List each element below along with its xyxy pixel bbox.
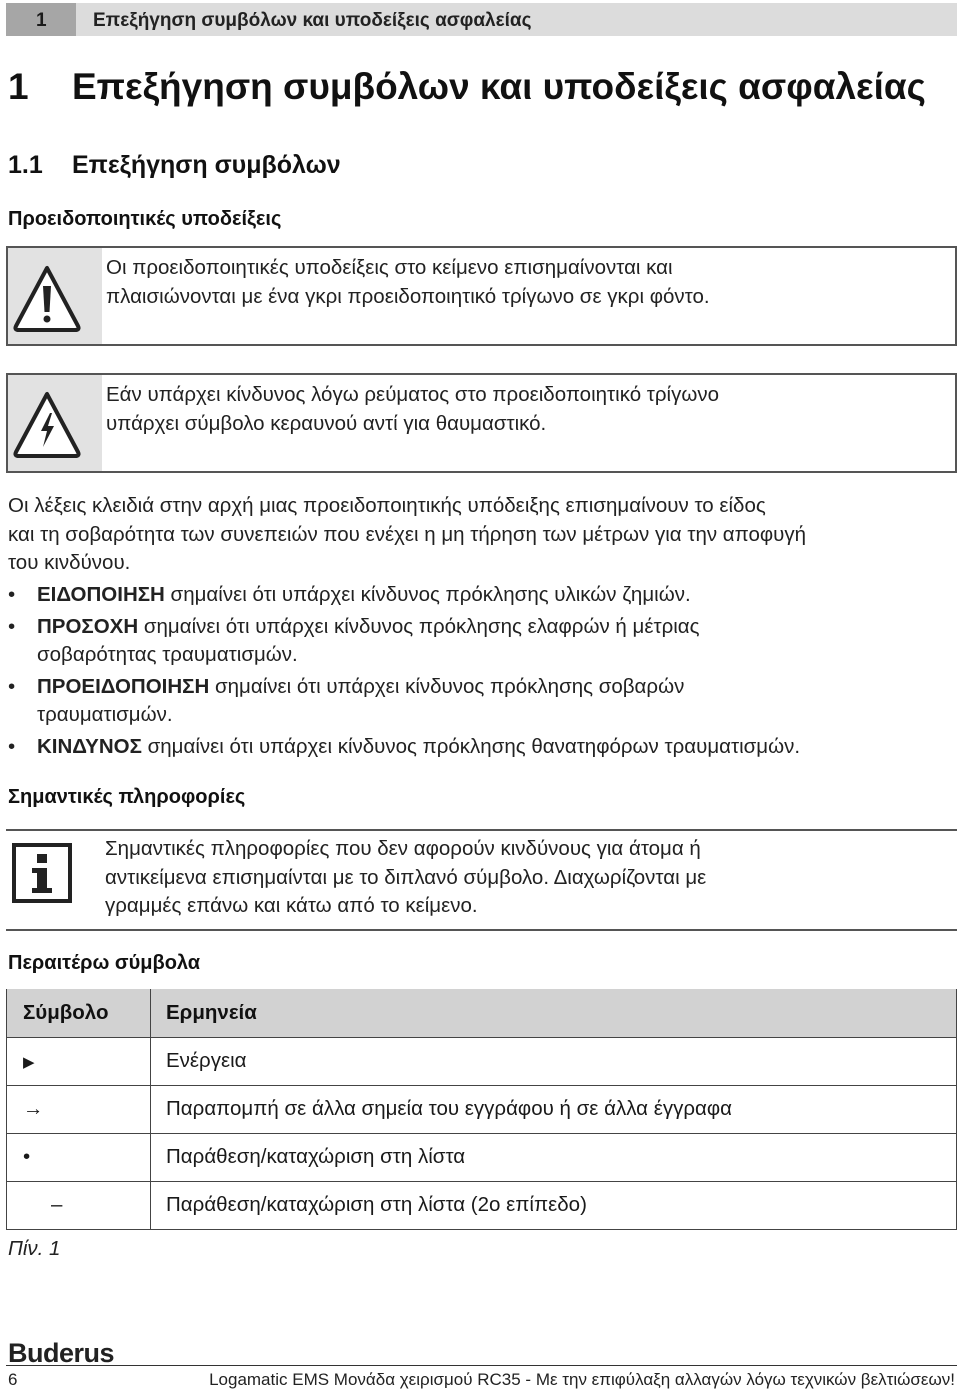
list-item-text: σημαίνει ότι υπάρχει κίνδυνος πρόκλησης σοβαρών	[209, 674, 685, 698]
keyword: ΠΡΟΣΟΧΗ	[37, 614, 139, 638]
signal-words-list	[8, 581, 953, 764]
signal-words-paragraph	[8, 492, 953, 578]
subsection-heading	[8, 151, 341, 180]
table-row	[7, 1085, 957, 1133]
table-row	[7, 1037, 957, 1085]
warnings-heading: Προειδοποιητικές υποδείξεις	[8, 208, 282, 230]
action-arrow-icon: ▶	[23, 1054, 35, 1071]
list-item	[8, 733, 953, 762]
bullet-glyph: •	[8, 674, 16, 698]
symbol-cell	[7, 1133, 151, 1181]
warning-triangle-icon	[8, 248, 102, 344]
keyword: ΕΙΔΟΠΟΙΗΣΗ	[37, 583, 165, 606]
info-line2: αντικείμενα επισημαίνται με το διπλανό σύμβολο. Διαχωρίζονται με	[105, 865, 707, 889]
symbols-table	[6, 989, 957, 1230]
section-title: Επεξήγηση συμβόλων και υποδείξεις ασφαλείας	[72, 66, 926, 107]
info-line1: Σημαντικές πληροφορίες που δεν αφορούν κινδύνους για άτομα ή	[105, 837, 701, 860]
paragraph-line: και τη σοβαρότητα των συνεπειών που ενέχει η μη τήρηση των μέτρων για την αποφυγή	[8, 522, 807, 546]
meaning-cell: Ενέργεια	[151, 1037, 957, 1085]
warning-box-electric-line2: υπάρχει σύμβολο κεραυνού αντί για θαυμαστικό.	[106, 411, 547, 435]
list-item-text-cont: σοβαρότητας τραυματισμών.	[37, 643, 298, 666]
running-header	[6, 3, 957, 36]
bullet-icon: •	[23, 1145, 31, 1168]
list-item	[8, 673, 953, 730]
footer-text: Logamatic EMS Μονάδα χειρισμού RC35 - Με την επιφύλαξη αλλαγών λόγω τεχνικών βελτιώσεων!	[209, 1370, 955, 1389]
subsection-number: 1.1	[8, 151, 43, 179]
warning-box-electric-line1: Εάν υπάρχει κίνδυνος λόγω ρεύματος στο προειδοποιητικό τρίγωνο	[106, 383, 720, 406]
info-icon	[12, 843, 72, 903]
list-item-text-cont: τραυματισμών.	[37, 703, 173, 726]
meaning-cell: Παραπομπή σε άλλα σημεία του εγγράφου ή σε άλλα έγγραφα	[151, 1085, 957, 1133]
bullet-glyph: •	[8, 583, 16, 606]
section-heading	[8, 66, 926, 108]
footer-divider	[6, 1365, 957, 1366]
warning-box-general	[6, 246, 957, 346]
page-number: 6	[8, 1370, 18, 1389]
header-chapter-title: Επεξήγηση συμβόλων και υποδείξεις ασφαλείας	[93, 10, 532, 31]
symbol-cell	[7, 1181, 151, 1229]
lightning-warning-icon	[8, 375, 102, 471]
meaning-cell: Παράθεση/καταχώριση στη λίστα (2ο επίπεδο)	[151, 1181, 957, 1229]
header-chapter-number: 1	[6, 3, 76, 36]
list-item-text: σημαίνει ότι υπάρχει κίνδυνος πρόκλησης ελαφρών ή μέτριας	[138, 614, 700, 638]
info-heading: Σημαντικές πληροφορίες	[8, 786, 246, 808]
table-row	[7, 1181, 957, 1229]
section-number: 1	[8, 66, 29, 107]
column-header-meaning: Ερμηνεία	[151, 989, 957, 1037]
reference-arrow-icon: →	[23, 1097, 44, 1120]
meaning-cell: Παράθεση/καταχώριση στη λίστα	[151, 1133, 957, 1181]
list-item-text: σημαίνει ότι υπάρχει κίνδυνος πρόκλησης υλικών ζημιών.	[164, 583, 691, 606]
column-header-symbol: Σύμβολο	[7, 989, 151, 1037]
bullet-glyph: •	[8, 734, 16, 758]
warning-box-electric	[6, 373, 957, 473]
table-header-row	[7, 989, 957, 1037]
warning-box-general-line1: Οι προειδοποιητικές υποδείξεις στο κείμενο επισημαίνονται και	[106, 256, 673, 279]
symbols-heading: Περαιτέρω σύμβολα	[8, 952, 201, 974]
subsection-title: Επεξήγηση συμβόλων	[72, 151, 341, 179]
table-caption: Πίν. 1	[8, 1237, 61, 1260]
info-line3: γραμμές επάνω και κάτω από το κείμενο.	[105, 894, 478, 917]
paragraph-line: Οι λέξεις κλειδιά στην αρχή μιας προειδοποιητικής υπόδειξης επισημαίνουν το είδος	[8, 494, 766, 517]
bullet-glyph: •	[8, 614, 16, 638]
list-item	[8, 581, 953, 610]
warning-box-general-line2: πλαισιώνονται με ένα γκρι προειδοποιητικό τρίγωνο σε γκρι φόντο.	[106, 284, 710, 308]
list-item	[8, 613, 953, 670]
dash-icon: –	[51, 1193, 63, 1216]
list-item-text: σημαίνει ότι υπάρχει κίνδυνος πρόκλησης θανατηφόρων τραυματισμών.	[141, 734, 801, 758]
table-row	[7, 1133, 957, 1181]
paragraph-line: του κινδύνου.	[8, 551, 131, 574]
symbol-cell	[7, 1037, 151, 1085]
symbol-cell	[7, 1085, 151, 1133]
buderus-logo: Buderus	[8, 1338, 115, 1368]
keyword: ΠΡΟΕΙΔΟΠΟΙΗΣΗ	[37, 674, 210, 698]
info-box	[6, 829, 957, 931]
keyword: ΚΙΝΔΥΝΟΣ	[37, 734, 142, 758]
